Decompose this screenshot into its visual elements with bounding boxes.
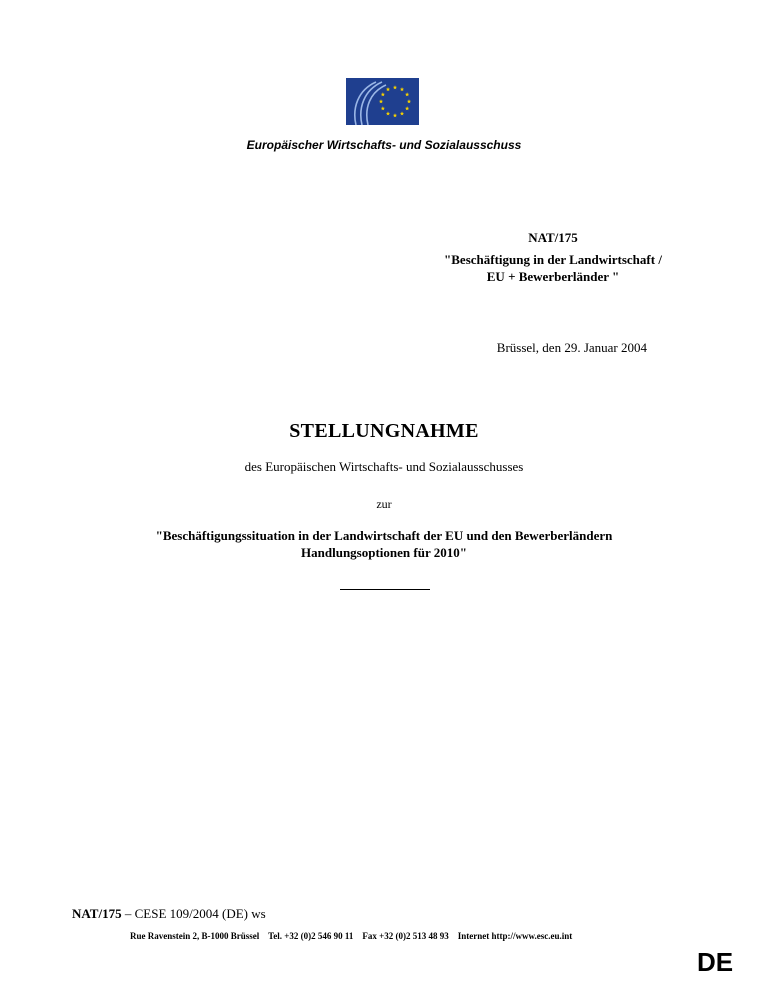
eesc-logo-icon — [346, 78, 419, 125]
title-separator — [340, 589, 430, 590]
footer-contact: Rue Ravenstein 2, B-1000 Brüssel Tel. +32 (0)2 546 90 11 Fax +32 (0)2 513 48 93 Internet http://www.esc.eu.int — [130, 931, 573, 941]
document-type-heading: STELLUNGNAHME — [289, 420, 479, 442]
title-line-2: Handlungsoptionen für 2010" — [301, 545, 467, 560]
title-line-1: "Beschäftigungssituation in der Landwirtschaft der EU und den Bewerberländern — [155, 528, 613, 543]
reference-code: NAT/175 — [528, 230, 578, 245]
subject-line-1: "Beschäftigung in der Landwirtschaft / — [444, 252, 662, 267]
document-title — [0, 527, 768, 561]
footer-ref-rest: – CESE 109/2004 (DE) ws — [121, 906, 266, 921]
preposition-line: zur — [376, 497, 392, 511]
language-badge: DE — [697, 947, 734, 977]
subject-line-2: EU + Bewerberländer " — [486, 269, 620, 284]
organization-name: Europäischer Wirtschafts- und Sozialausschuss — [246, 138, 522, 152]
subject-block — [433, 251, 673, 285]
footer-reference — [72, 906, 266, 922]
document-date: Brüssel, den 29. Januar 2004 — [496, 340, 647, 355]
issuer-line: des Europäischen Wirtschafts- und Sozialausschusses — [244, 459, 524, 474]
footer-ref-code: NAT/175 — [72, 906, 122, 921]
